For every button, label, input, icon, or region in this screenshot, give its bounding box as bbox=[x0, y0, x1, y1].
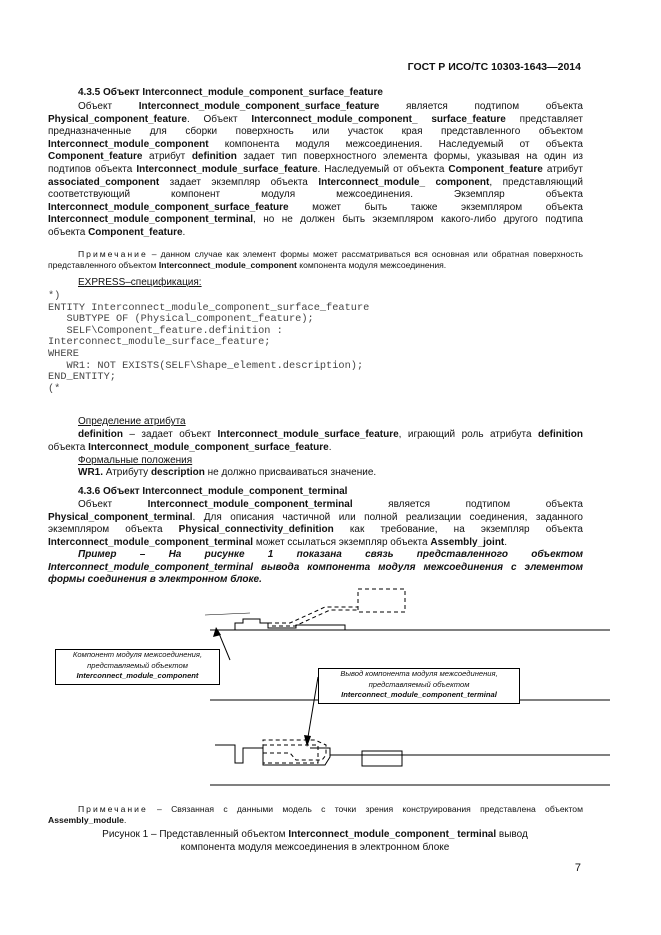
text-run: . bbox=[182, 226, 186, 238]
text-run: description bbox=[150, 467, 205, 478]
text-run: Interconnect_module_component bbox=[48, 138, 209, 150]
text-run: , играющий роль атрибута bbox=[398, 429, 538, 440]
text-run: задает тип поверхностного элемента формы, указывая на один из подтипов объекта bbox=[48, 151, 584, 175]
note-1-label: Примечание bbox=[78, 249, 148, 259]
text-run: associated_component bbox=[48, 176, 160, 188]
text-run: компонента модуля межсоединения. Наследуемый от объекта bbox=[208, 138, 583, 150]
text-run: definition bbox=[191, 151, 237, 163]
text-run: Component_feature bbox=[448, 163, 543, 175]
text-run: . Для описания частичной или полной реализации соединения, заданного экземпляром объекта bbox=[48, 511, 583, 536]
text-run: . Объект bbox=[186, 113, 252, 125]
text-run: – данном случае как элемент формы может рассматриваться вся основная или обратная поверхность представленного объектом bbox=[48, 249, 583, 270]
terminal-lower-lead bbox=[263, 740, 326, 760]
express-code: *) ENTITY Interconnect_module_component_surface_feature SUBTYPE OF (Physical_component_feature); SELF\Component_feature.definition : Interconnect_module_surface_feature; WHERE WR1: NOT EXISTS(SELF\Shape_element.description); END_ENTITY; (* bbox=[48, 290, 370, 395]
callout-left-line-3: Interconnect_module_component bbox=[76, 671, 199, 680]
terminal-upper bbox=[235, 619, 345, 630]
text-run: является подтипом объекта bbox=[352, 499, 583, 510]
text-run: definition bbox=[78, 429, 123, 440]
text-run: задает экземпляр объекта bbox=[159, 176, 319, 188]
text-run: компонента модуля межсоединения. bbox=[296, 260, 447, 270]
text-run: , но не должен быть экземпляром какого-либо другого подтипа объекта bbox=[48, 214, 583, 238]
text-run: Component_feature bbox=[48, 151, 143, 163]
terminal-lower bbox=[215, 745, 330, 765]
text-run: объекта bbox=[48, 441, 89, 453]
text-run: атрибут bbox=[142, 151, 192, 163]
text-run: Physical_component_terminal bbox=[48, 511, 193, 523]
callout-left-line-2: представляемый объектом bbox=[87, 660, 188, 670]
express-spec-label: EXPRESS–спецификация: bbox=[78, 277, 202, 288]
text-run: является подтипом объекта bbox=[379, 101, 583, 112]
text-run: . bbox=[123, 815, 127, 825]
section-4-3-5-body bbox=[48, 101, 583, 240]
text-run: Assembly_module bbox=[48, 815, 124, 825]
callout-left-line-1: Компонент модуля межсоединения, bbox=[72, 650, 203, 659]
attribute-definition-heading: Определение атрибута bbox=[78, 416, 186, 427]
text-run: Interconnect_module_component_surface_feature bbox=[48, 201, 289, 213]
callout-right-line-3: Interconnect_module_component_terminal bbox=[341, 690, 497, 699]
callout-right-line-1: Вывод компонента модуля межсоединения, bbox=[340, 669, 498, 678]
text-run: Assembly_joint bbox=[430, 536, 505, 548]
text-run: Interconnect_module_surface_feature bbox=[217, 429, 399, 440]
text-run: WR1. bbox=[78, 467, 103, 478]
text-run: Interconnect_module_component_terminal bbox=[147, 499, 353, 510]
text-run: Interconnect_module_surface_feature bbox=[136, 163, 318, 175]
text-run: Interconnect_module_component_terminal bbox=[48, 536, 254, 548]
text-run: Атрибуту bbox=[103, 467, 151, 478]
text-run: , представляющий соответствующий компонент модуля межсоединения. Экземпляр объекта bbox=[48, 176, 583, 201]
text-run: . bbox=[504, 536, 508, 548]
callout-module-terminal bbox=[318, 668, 520, 704]
callout-right-line-2: представляемый объектом bbox=[368, 679, 470, 689]
text-run: Physical_component_feature bbox=[48, 113, 187, 125]
text-run: – задает объект bbox=[123, 429, 218, 440]
text-run: Interconnect_module_component_ surface_feature bbox=[251, 113, 506, 125]
note-1 bbox=[48, 249, 583, 271]
text-run: Physical_connectivity_definition bbox=[178, 524, 334, 536]
text-run: Объект bbox=[78, 499, 148, 510]
running-header: ГОСТ Р ИСО/ТС 10303-1643—2014 bbox=[407, 61, 581, 73]
text-run: definition bbox=[538, 429, 583, 440]
text-run: Interconnect_module_component bbox=[158, 260, 297, 270]
text-run: Interconnect_module_ component bbox=[318, 176, 490, 188]
text-run: представляет предназначенные для сборки поверхность или участок края представленного объектом bbox=[48, 113, 583, 138]
text-run: Interconnect_module_component_surface_feature bbox=[88, 441, 329, 453]
section-4-3-5-heading: 4.3.5 Объект Interconnect_module_component_surface_feature bbox=[78, 87, 383, 98]
formal-rules-heading: Формальные положения bbox=[78, 455, 193, 466]
section-4-3-6-heading: 4.3.6 Объект Interconnect_module_component_terminal bbox=[78, 486, 348, 497]
figure-note bbox=[48, 804, 583, 826]
attribute-definition-text bbox=[48, 429, 583, 454]
text-run: вывод компонента модуля межсоединения в электронном блоке bbox=[180, 829, 528, 853]
text-run: не должно присваиваться значение. bbox=[204, 467, 377, 478]
formal-rule-wr1 bbox=[48, 467, 583, 480]
terminal-upper-lead bbox=[268, 607, 358, 623]
text-run: Рисунок 1 – Представленный объектом bbox=[102, 829, 289, 840]
text-run: Interconnect_module_component_ terminal bbox=[288, 829, 497, 840]
text-run: Interconnect_module_component_terminal bbox=[48, 214, 254, 226]
callout-module-component bbox=[55, 649, 220, 685]
page-number: 7 bbox=[574, 862, 581, 874]
leader-right bbox=[307, 677, 318, 743]
text-run: . bbox=[328, 441, 332, 453]
text-run: Interconnect_module_component_surface_feature bbox=[138, 101, 380, 112]
text-run: Объект bbox=[78, 101, 139, 112]
figure-note-label: Примечание bbox=[78, 804, 148, 814]
text-run: – Связанная с данными модель с точки зрения конструирования представлена объектом bbox=[147, 804, 583, 814]
figure-caption bbox=[75, 829, 555, 854]
example-text: Пример – На рисунке 1 показана связь представленного объектом Interconnect_module_component_terminal вывода компонента модуля межсоединения с элементом формы соединения в электронном блоке. bbox=[48, 549, 583, 586]
text-run: атрибут bbox=[542, 163, 584, 175]
pad-lower bbox=[362, 751, 402, 766]
text-run: как требование, на экземпляр объекта bbox=[333, 524, 583, 536]
text-run: может ссылаться экземпляр объекта bbox=[253, 536, 431, 548]
section-4-3-6-body bbox=[48, 499, 583, 549]
text-run: может быть также экземпляром объекта bbox=[288, 201, 583, 213]
pad-upper bbox=[358, 589, 405, 612]
text-run: . Наследуемый от объекта bbox=[317, 163, 449, 175]
text-run: Component_feature bbox=[88, 226, 183, 238]
